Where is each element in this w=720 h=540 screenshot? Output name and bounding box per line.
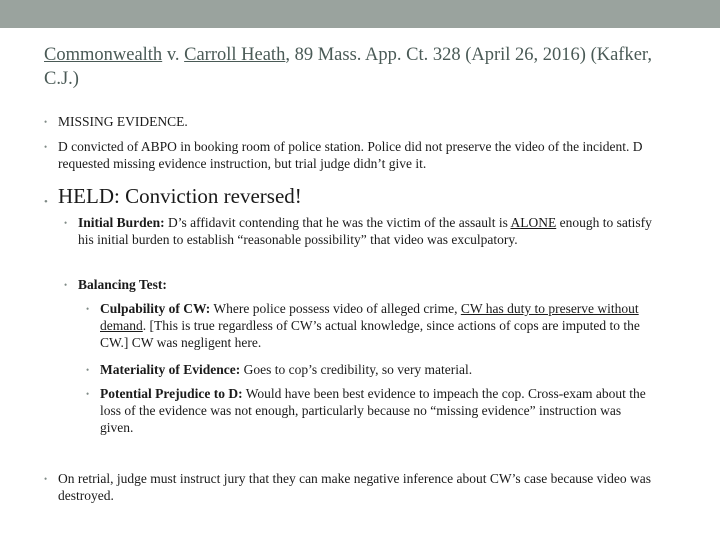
initial-burden-text-2: enough to satisfy his initial burden to establish “reasonable possibility” that video was exculpatory.: [78, 215, 652, 247]
slide-title: [44, 43, 684, 91]
culpability-label: Culpability of CW:: [100, 301, 211, 316]
prejudice-label: Potential Prejudice to D:: [100, 386, 243, 401]
top-bar: [0, 0, 720, 28]
initial-burden-alone: ALONE: [510, 215, 557, 230]
bullet-dot-icon: •: [86, 304, 90, 314]
case-name-heath: Carroll Heath: [184, 45, 286, 65]
facts-text: D convicted of ABPO in booking room of police station. Police did not preserve the video of the incident. D requested missing evidence instruction, but trial judge didn’t give it.: [58, 139, 643, 171]
bullet-dot-icon: •: [44, 196, 48, 208]
bullet-dot-icon: •: [64, 218, 68, 228]
materiality-text: Goes to cop’s credibility, so very material.: [240, 362, 473, 377]
bullet-dot-icon: •: [86, 365, 90, 375]
bullet-dot-icon: •: [44, 117, 48, 127]
bullet-dot-icon: •: [44, 142, 48, 152]
citation-text: , 89 Mass. App. Ct. 328 (April 26, 2016) (Kafker, C.J.): [44, 45, 652, 89]
case-name-commonwealth: Commonwealth: [44, 45, 163, 65]
bullet-dot-icon: •: [64, 280, 68, 290]
bullet-dot-icon: •: [44, 474, 48, 484]
versus-text: v.: [162, 45, 185, 65]
culpability-text-2: . [This is true regardless of CW’s actual knowledge, since actions of cops are imputed to the CW.] CW was negligent here.: [100, 318, 640, 350]
missing-evidence-text: MISSING EVIDENCE.: [58, 114, 188, 129]
held-text: : Conviction reversed!: [114, 184, 302, 208]
culpability-duty: CW has duty to preserve without demand: [100, 301, 639, 333]
held-label: HELD: [58, 184, 114, 208]
bullet-dot-icon: •: [86, 389, 90, 399]
retrial-text: On retrial, judge must instruct jury that they can make negative inference about CW’s case because video was destroyed.: [58, 471, 652, 503]
balancing-test-label: Balancing Test:: [78, 277, 167, 292]
initial-burden-label: Initial Burden:: [78, 215, 165, 230]
initial-burden-text-1: D’s affidavit contending that he was the victim of the assault is: [164, 215, 511, 230]
prejudice-text: Would have been best evidence to impeach the cop. Cross-exam about the loss of the evidence was not enough, particularly because no “missing evidence” instruction was given.: [100, 386, 646, 435]
culpability-text-1: Where police possess video of alleged crime,: [210, 301, 461, 316]
materiality-label: Materiality of Evidence:: [100, 362, 241, 377]
